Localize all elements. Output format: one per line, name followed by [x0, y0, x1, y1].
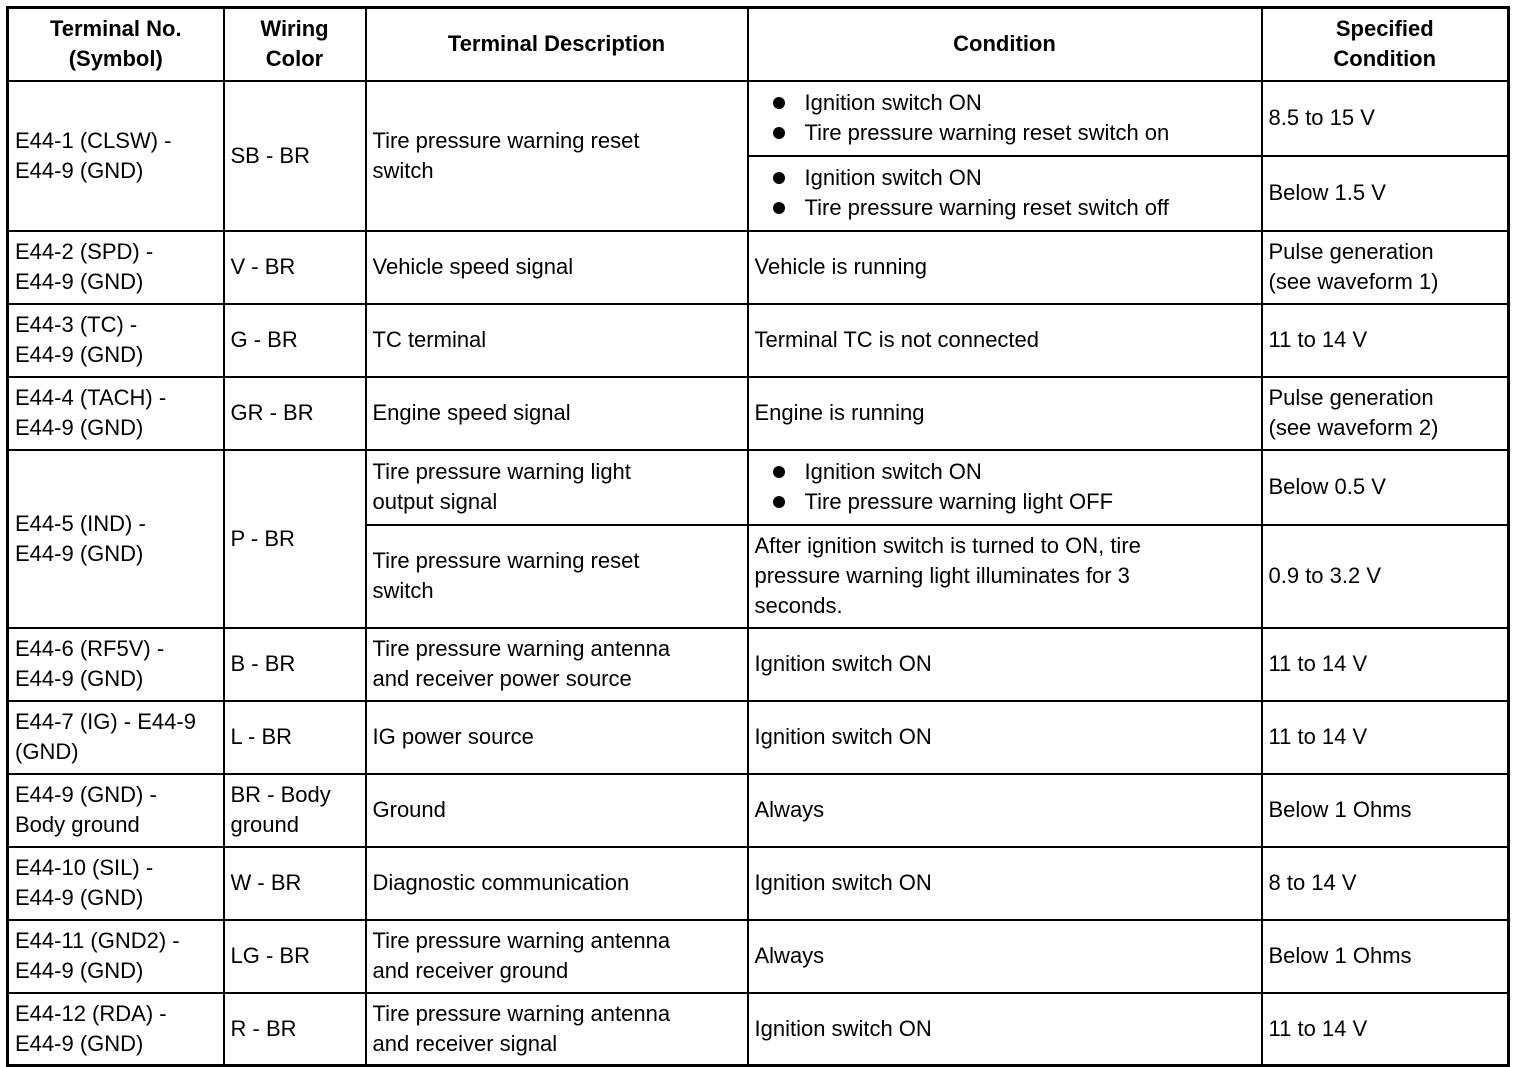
terminal-cell: E44-6 (RF5V) - E44-9 (GND): [8, 628, 224, 701]
table-row: [8, 377, 1509, 450]
terminal-cell: E44-5 (IND) - E44-9 (GND): [8, 450, 224, 628]
specified-cell: Below 1 Ohms: [1262, 920, 1509, 993]
specified-cell: 11 to 14 V: [1262, 304, 1509, 377]
description-cell: IG power source: [366, 701, 748, 774]
condition-cell: Ignition switch ON: [748, 993, 1262, 1066]
condition-bullet: Tire pressure warning reset switch on: [755, 118, 1255, 148]
condition-list: [755, 163, 1255, 223]
table-row: [8, 774, 1509, 847]
specified-cell: 11 to 14 V: [1262, 628, 1509, 701]
table-row: [8, 847, 1509, 920]
table-row: [8, 304, 1509, 377]
wiring-color-cell: B - BR: [224, 628, 366, 701]
specified-cell: Pulse generation (see waveform 2): [1262, 377, 1509, 450]
wiring-color-cell: R - BR: [224, 993, 366, 1066]
condition-cell: Terminal TC is not connected: [748, 304, 1262, 377]
wiring-color-cell: V - BR: [224, 231, 366, 304]
wiring-color-cell: BR - Body ground: [224, 774, 366, 847]
condition-list: [755, 88, 1255, 148]
table-row: [8, 81, 1509, 156]
terminal-cell: E44-4 (TACH) - E44-9 (GND): [8, 377, 224, 450]
condition-cell: [748, 156, 1262, 231]
terminal-cell: E44-7 (IG) - E44-9 (GND): [8, 701, 224, 774]
table-row: [8, 231, 1509, 304]
terminal-cell: E44-2 (SPD) - E44-9 (GND): [8, 231, 224, 304]
wiring-color-cell: P - BR: [224, 450, 366, 628]
wiring-color-cell: LG - BR: [224, 920, 366, 993]
specified-cell: 8 to 14 V: [1262, 847, 1509, 920]
specified-cell: Pulse generation (see waveform 1): [1262, 231, 1509, 304]
condition-bullet: Tire pressure warning reset switch off: [755, 193, 1255, 223]
condition-cell: Engine is running: [748, 377, 1262, 450]
condition-cell: [748, 81, 1262, 156]
description-cell: Diagnostic communication: [366, 847, 748, 920]
description-cell: Tire pressure warning reset switch: [366, 525, 748, 628]
condition-bullet: Ignition switch ON: [755, 88, 1255, 118]
condition-bullet: Ignition switch ON: [755, 457, 1255, 487]
description-cell: Ground: [366, 774, 748, 847]
specified-cell: 11 to 14 V: [1262, 701, 1509, 774]
condition-bullet: Tire pressure warning light OFF: [755, 487, 1255, 517]
condition-bullet: Ignition switch ON: [755, 163, 1255, 193]
description-cell: Engine speed signal: [366, 377, 748, 450]
terminal-cell: E44-12 (RDA) - E44-9 (GND): [8, 993, 224, 1066]
description-cell: Tire pressure warning reset switch: [366, 81, 748, 231]
terminal-spec-table: [6, 6, 1510, 1067]
specified-cell: 11 to 14 V: [1262, 993, 1509, 1066]
wiring-color-cell: W - BR: [224, 847, 366, 920]
condition-cell: Always: [748, 920, 1262, 993]
table-body: [8, 81, 1509, 1066]
header-specified-condition: Specified Condition: [1262, 8, 1509, 81]
description-cell: Tire pressure warning antenna and receiver signal: [366, 993, 748, 1066]
wiring-color-cell: L - BR: [224, 701, 366, 774]
header-wiring-color: Wiring Color: [224, 8, 366, 81]
table-row: [8, 701, 1509, 774]
condition-cell: [748, 450, 1262, 525]
wiring-color-cell: G - BR: [224, 304, 366, 377]
terminal-cell: E44-3 (TC) - E44-9 (GND): [8, 304, 224, 377]
table-row: [8, 450, 1509, 525]
condition-cell: Vehicle is running: [748, 231, 1262, 304]
specified-cell: Below 0.5 V: [1262, 450, 1509, 525]
header-terminal: Terminal No. (Symbol): [8, 8, 224, 81]
terminal-cell: E44-1 (CLSW) - E44-9 (GND): [8, 81, 224, 231]
terminal-cell: E44-11 (GND2) - E44-9 (GND): [8, 920, 224, 993]
table-row: [8, 628, 1509, 701]
specified-cell: 8.5 to 15 V: [1262, 81, 1509, 156]
description-cell: Tire pressure warning light output signal: [366, 450, 748, 525]
description-cell: Vehicle speed signal: [366, 231, 748, 304]
specified-cell: 0.9 to 3.2 V: [1262, 525, 1509, 628]
condition-cell: Always: [748, 774, 1262, 847]
header-terminal-description: Terminal Description: [366, 8, 748, 81]
description-cell: Tire pressure warning antenna and receiver power source: [366, 628, 748, 701]
condition-list: [755, 457, 1255, 517]
specified-cell: Below 1 Ohms: [1262, 774, 1509, 847]
header-row: [8, 8, 1509, 81]
description-cell: TC terminal: [366, 304, 748, 377]
description-cell: Tire pressure warning antenna and receiver ground: [366, 920, 748, 993]
specified-cell: Below 1.5 V: [1262, 156, 1509, 231]
wiring-color-cell: SB - BR: [224, 81, 366, 231]
condition-cell: Ignition switch ON: [748, 847, 1262, 920]
table-header: [8, 8, 1509, 81]
condition-cell: Ignition switch ON: [748, 701, 1262, 774]
terminal-cell: E44-10 (SIL) - E44-9 (GND): [8, 847, 224, 920]
wiring-color-cell: GR - BR: [224, 377, 366, 450]
table-row: [8, 920, 1509, 993]
condition-cell: After ignition switch is turned to ON, tire pressure warning light illuminates for 3 seconds.: [748, 525, 1262, 628]
terminal-cell: E44-9 (GND) - Body ground: [8, 774, 224, 847]
table-row: [8, 993, 1509, 1066]
header-condition: Condition: [748, 8, 1262, 81]
condition-cell: Ignition switch ON: [748, 628, 1262, 701]
